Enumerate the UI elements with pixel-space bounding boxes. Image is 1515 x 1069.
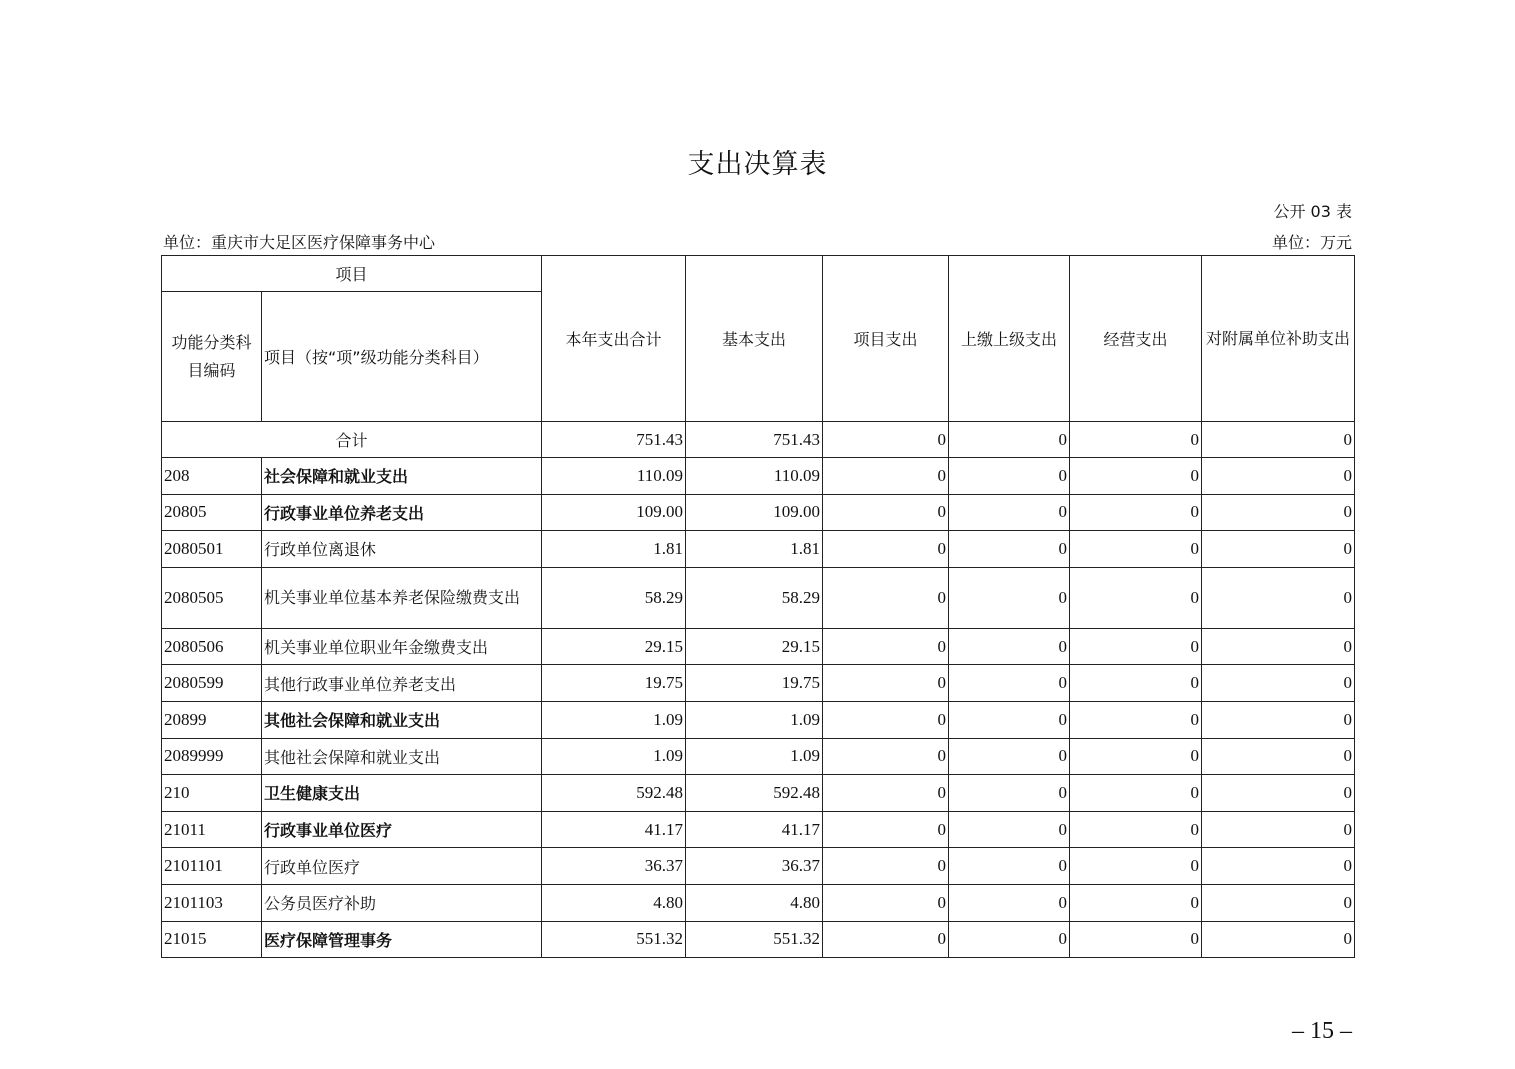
basic-cell: 110.09: [686, 458, 823, 495]
code-cell: 21011: [162, 811, 262, 848]
subsidy-cell: 0: [1202, 921, 1355, 958]
total-cell: 751.43: [542, 422, 686, 458]
project-cell: 0: [823, 567, 949, 628]
business-cell: 0: [1070, 701, 1202, 738]
subsidy-cell: 0: [1202, 494, 1355, 531]
project-cell: 0: [823, 458, 949, 495]
project-cell: 0: [823, 921, 949, 958]
table-row: [162, 775, 1355, 812]
name-cell: 机关事业单位基本养老保险缴费支出: [262, 567, 542, 628]
subsidy-cell: 0: [1202, 775, 1355, 812]
subsidy-cell: 0: [1202, 458, 1355, 495]
name-cell: 行政单位医疗: [262, 848, 542, 885]
basic-cell: 109.00: [686, 494, 823, 531]
code-cell: 208: [162, 458, 262, 495]
business-cell: 0: [1070, 628, 1202, 665]
upper-cell: 0: [949, 701, 1070, 738]
table-row: [162, 848, 1355, 885]
business-cell: 0: [1070, 884, 1202, 921]
upper-cell: 0: [949, 494, 1070, 531]
name-cell: 行政事业单位养老支出: [262, 494, 542, 531]
basic-cell: 551.32: [686, 921, 823, 958]
project-cell: 0: [823, 738, 949, 775]
total-cell: 41.17: [542, 811, 686, 848]
table-row: [162, 665, 1355, 702]
total-cell: 4.80: [542, 884, 686, 921]
table-row: [162, 738, 1355, 775]
table-row: [162, 921, 1355, 958]
business-cell: 0: [1070, 531, 1202, 568]
business-cell: 0: [1070, 494, 1202, 531]
total-cell: 1.81: [542, 531, 686, 568]
project-cell: 0: [823, 701, 949, 738]
business-cell: 0: [1070, 567, 1202, 628]
subsidy-cell: 0: [1202, 628, 1355, 665]
code-cell: 2080505: [162, 567, 262, 628]
total-cell: 1.09: [542, 738, 686, 775]
total-cell: 592.48: [542, 775, 686, 812]
business-cell: 0: [1070, 458, 1202, 495]
business-cell: 0: [1070, 665, 1202, 702]
header-func-code: 功能分类科目编码: [162, 292, 262, 422]
name-cell: 医疗保障管理事务: [262, 921, 542, 958]
subsidy-cell: 0: [1202, 848, 1355, 885]
basic-cell: 29.15: [686, 628, 823, 665]
code-cell: 2080599: [162, 665, 262, 702]
page-title: 支出决算表: [687, 149, 828, 180]
project-cell: 0: [823, 884, 949, 921]
upper-cell: 0: [949, 811, 1070, 848]
header-item-group: 项目: [162, 256, 542, 292]
table-row: [162, 531, 1355, 568]
code-cell: 2101101: [162, 848, 262, 885]
name-cell: 社会保障和就业支出: [262, 458, 542, 495]
subsidy-cell: 0: [1202, 701, 1355, 738]
upper-cell: 0: [949, 738, 1070, 775]
upper-cell: 0: [949, 458, 1070, 495]
expenditure-table: [161, 255, 1355, 958]
basic-cell: 1.09: [686, 701, 823, 738]
subsidy-cell: 0: [1202, 422, 1355, 458]
basic-cell: 36.37: [686, 848, 823, 885]
code-cell: 21015: [162, 921, 262, 958]
code-cell: 2080506: [162, 628, 262, 665]
basic-cell: 751.43: [686, 422, 823, 458]
basic-cell: 19.75: [686, 665, 823, 702]
total-label: 合计: [162, 422, 542, 458]
table-number: 公开 03 表: [1273, 202, 1352, 221]
upper-cell: 0: [949, 775, 1070, 812]
upper-cell: 0: [949, 884, 1070, 921]
upper-cell: 0: [949, 531, 1070, 568]
header-item-name: 项目（按“项”级功能分类科目）: [262, 292, 542, 422]
name-cell: 行政单位离退休: [262, 531, 542, 568]
upper-cell: 0: [949, 628, 1070, 665]
unit-organization: 单位：重庆市大足区医疗保障事务中心: [163, 233, 436, 252]
header-total: 本年支出合计: [542, 256, 686, 422]
code-cell: 20805: [162, 494, 262, 531]
business-cell: 0: [1070, 422, 1202, 458]
subsidy-cell: 0: [1202, 884, 1355, 921]
subsidy-cell: 0: [1202, 811, 1355, 848]
header-basic: 基本支出: [686, 256, 823, 422]
project-cell: 0: [823, 665, 949, 702]
name-cell: 其他社会保障和就业支出: [262, 738, 542, 775]
table-row: [162, 628, 1355, 665]
upper-cell: 0: [949, 848, 1070, 885]
header-upper: 上缴上级支出: [949, 256, 1070, 422]
name-cell: 其他行政事业单位养老支出: [262, 665, 542, 702]
header-subsidy: 对附属单位补助支出: [1202, 256, 1355, 422]
total-cell: 29.15: [542, 628, 686, 665]
total-cell: 19.75: [542, 665, 686, 702]
project-cell: 0: [823, 848, 949, 885]
project-cell: 0: [823, 422, 949, 458]
name-cell: 行政事业单位医疗: [262, 811, 542, 848]
basic-cell: 4.80: [686, 884, 823, 921]
table-row: [162, 701, 1355, 738]
name-cell: 机关事业单位职业年金缴费支出: [262, 628, 542, 665]
business-cell: 0: [1070, 848, 1202, 885]
table-row: [162, 811, 1355, 848]
table-row: [162, 567, 1355, 628]
header-project: 项目支出: [823, 256, 949, 422]
unit-currency: 单位：万元: [1271, 233, 1352, 252]
total-cell: 551.32: [542, 921, 686, 958]
upper-cell: 0: [949, 921, 1070, 958]
upper-cell: 0: [949, 567, 1070, 628]
subsidy-cell: 0: [1202, 567, 1355, 628]
basic-cell: 41.17: [686, 811, 823, 848]
total-cell: 1.09: [542, 701, 686, 738]
total-cell: 110.09: [542, 458, 686, 495]
business-cell: 0: [1070, 811, 1202, 848]
total-cell: 109.00: [542, 494, 686, 531]
table-row: [162, 884, 1355, 921]
code-cell: 2101103: [162, 884, 262, 921]
project-cell: 0: [823, 494, 949, 531]
upper-cell: 0: [949, 422, 1070, 458]
total-cell: 58.29: [542, 567, 686, 628]
name-cell: 其他社会保障和就业支出: [262, 701, 542, 738]
project-cell: 0: [823, 628, 949, 665]
project-cell: 0: [823, 775, 949, 812]
upper-cell: 0: [949, 665, 1070, 702]
business-cell: 0: [1070, 775, 1202, 812]
project-cell: 0: [823, 531, 949, 568]
total-cell: 36.37: [542, 848, 686, 885]
subsidy-cell: 0: [1202, 738, 1355, 775]
table-row: [162, 494, 1355, 531]
code-cell: 20899: [162, 701, 262, 738]
basic-cell: 592.48: [686, 775, 823, 812]
subsidy-cell: 0: [1202, 665, 1355, 702]
name-cell: 卫生健康支出: [262, 775, 542, 812]
business-cell: 0: [1070, 921, 1202, 958]
table-row: [162, 458, 1355, 495]
total-row: [162, 422, 1355, 458]
code-cell: 210: [162, 775, 262, 812]
basic-cell: 58.29: [686, 567, 823, 628]
code-cell: 2080501: [162, 531, 262, 568]
page-number: – 15 –: [1292, 1018, 1352, 1044]
code-cell: 2089999: [162, 738, 262, 775]
project-cell: 0: [823, 811, 949, 848]
basic-cell: 1.09: [686, 738, 823, 775]
business-cell: 0: [1070, 738, 1202, 775]
subsidy-cell: 0: [1202, 531, 1355, 568]
header-business: 经营支出: [1070, 256, 1202, 422]
name-cell: 公务员医疗补助: [262, 884, 542, 921]
basic-cell: 1.81: [686, 531, 823, 568]
